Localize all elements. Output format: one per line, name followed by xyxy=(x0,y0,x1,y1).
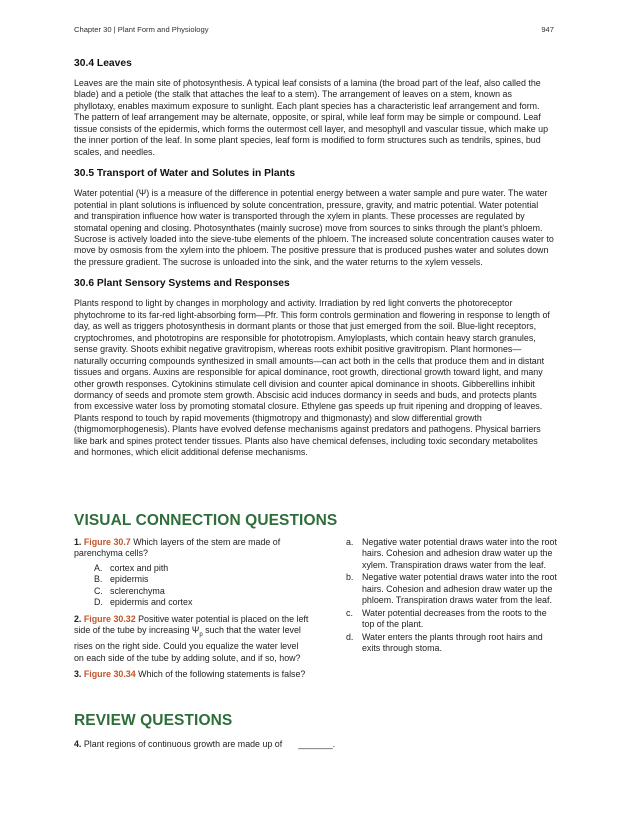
option-text: epidermis xyxy=(110,574,149,585)
option-b xyxy=(340,572,560,606)
question-text: Which layers of the stem are made of parenchyma cells? xyxy=(74,537,281,559)
option-a xyxy=(340,537,560,571)
option-text: Water enters the plants through root hairs and exits through stoma. xyxy=(362,631,543,654)
question-text-cont: such that the water level rises on the right side. Could you equalize the water level on each side of the tube by adding solute, and if so, how? xyxy=(74,625,301,663)
option-text: Negative water potential draws water into the root hairs. Cohesion and adhesion draw water up the xylem. Transpiration draws water from the leaf. xyxy=(362,537,557,570)
question-1 xyxy=(74,537,310,560)
subscript-p: p xyxy=(199,631,203,638)
page-number: 947 xyxy=(541,25,554,34)
question-2 xyxy=(74,614,310,665)
section-title: 30.5 Transport of Water and Solutes in Plants xyxy=(74,168,296,180)
section-title: 30.6 Plant Sensory Systems and Responses xyxy=(74,278,290,290)
option-d xyxy=(340,632,560,655)
answer-blank: _______. xyxy=(298,739,336,749)
option-text: Water potential decreases from the roots to the top of the plant. xyxy=(362,607,547,630)
section-leaves xyxy=(74,58,554,158)
option-letter: b. xyxy=(346,572,354,583)
section-body: Plants respond to light by changes in morphology and activity. Irradiation by red light converts the photoreceptor phytochrome to its far-red light-absorbing form—Pfr. This form controls germination and flowering in response to length of day, as well as triggers photosynthesis in dormant plants or those that just emerged from the soil. Blue-light receptors, cryptochromes, and phototropins are responsible for phototropism. Amyloplasts, which contain heavy starch granules, sense gravity. Shoots exhibit negative gravitropism, whereas roots exhibit positive gravitropism. Plant hormones—naturally occurring compounds synthesized in small amounts—can act both in the cells that produce them and in distant tissues and organs. Auxins are responsible for apical dominance, root growth, directional growth toward light, and many other growth responses. Cytokinins stimulate cell division and counter apical dominance in shoots. Gibberellins inhibit dormancy of seeds and promote stem growth. Abscisic acid induces dormancy in seeds and buds, and protects plants from excessive water loss by promoting stomatal closure. Ethylene gas speeds up fruit ripening and dropping of leaves. Plants respond to touch by rapid movements (thigmotropy and thigmonasty) and slow differential growth (thigmomorphogenesis). Plants have evolved defense mechanisms against predators and pathogens. Physical barriers like bark and spines protect tender tissues. Plants also have chemical defenses, including toxic secondary metabolites and hormones, which elicit additional defense mechanisms. xyxy=(74,298,550,458)
option-text: cortex and pith xyxy=(110,562,169,573)
figure-link[interactable]: Figure 30.7 xyxy=(83,537,131,547)
option-c xyxy=(94,586,310,597)
figure-link[interactable]: Figure 30.32 xyxy=(83,613,136,624)
page-header xyxy=(74,25,554,37)
option-text: Negative water potential draws water into the root hairs. Cohesion and adhesion draw water up the phloem. Transpiration draws water from the leaf. xyxy=(362,572,557,606)
section-title: 30.4 Leaves xyxy=(74,58,132,69)
review-questions-heading: REVIEW QUESTIONS xyxy=(74,712,233,729)
option-letter: C. xyxy=(94,585,103,596)
question-4 xyxy=(74,739,554,750)
option-b xyxy=(94,574,310,585)
option-a xyxy=(94,563,310,574)
section-sensory xyxy=(74,278,554,458)
questions-right-column xyxy=(340,537,560,656)
question-3-options xyxy=(340,537,560,655)
section-body: Leaves are the main site of photosynthesis. A typical leaf consists of a lamina (the broad part of the leaf, also called the blade) and a petiole (the stalk that attaches the leaf to a stem). The arrangement of leaves on a stem, known as phyllotaxy, enables maximum exposure to sunlight. Each plant species has a characteristic leaf arrangement and form. The pattern of leaf arrangement may be alternate, opposite, or spiral, while leaf form may be simple or compound. Leaf tissue consists of the epidermis, which forms the outermost cell layer, and mesophyll and vascular tissue, which make up the inner portion of the leaf. In some plant species, leaf form is modified to form structures such as tendrils, spines, bud scales, and needles. xyxy=(74,78,549,157)
section-body: Water potential (Ψ) is a measure of the difference in potential energy between a water sample and pure water. The water potential in plant solutions is influenced by solute concentration, pressure, gravity, and matric potential. Water potential and transpiration influence how water is transported through the xylem in plants. These processes are regulated by stomatal opening and closing. Photosynthates (mainly sucrose) move from sources to sinks through the plant’s phloem. Sucrose is actively loaded into the sieve-tube elements of the phloem. The increased solute concentration causes water to move by osmosis from the xylem into the phloem. The positive pressure that is produced pushes water and solutes down the pressure gradient. The sucrose is unloaded into the sink, and the water returns to the xylem vessels. xyxy=(74,188,554,267)
option-d xyxy=(94,597,310,608)
question-1-options xyxy=(94,563,310,609)
question-number: 4. xyxy=(74,739,82,749)
questions-left-column xyxy=(74,537,310,684)
option-text: epidermis and cortex xyxy=(110,597,193,608)
summary-content xyxy=(74,58,554,469)
option-letter: a. xyxy=(346,537,354,547)
visual-connection-heading: VISUAL CONNECTION QUESTIONS xyxy=(74,512,338,529)
figure-link[interactable]: Figure 30.34 xyxy=(83,669,136,680)
question-text: Which of the following statements is false? xyxy=(135,669,306,680)
chapter-title: Chapter 30 | Plant Form and Physiology xyxy=(74,25,209,34)
option-text: sclerenchyma xyxy=(110,585,165,596)
question-3 xyxy=(74,669,310,680)
section-transport xyxy=(74,168,554,268)
option-letter: B. xyxy=(94,574,103,585)
option-letter: A. xyxy=(94,562,103,573)
option-letter: D. xyxy=(94,597,103,608)
question-number: 1. xyxy=(74,537,82,547)
question-text: Positive water potential is placed on the left side of the tube by increasing Ψ xyxy=(74,613,309,636)
question-number: 2. xyxy=(74,613,82,624)
question-text: Plant regions of continuous growth are made up of xyxy=(81,739,283,749)
question-number: 3. xyxy=(74,669,82,680)
option-letter: c. xyxy=(346,607,353,618)
option-c xyxy=(340,608,560,631)
option-letter: d. xyxy=(346,631,354,642)
